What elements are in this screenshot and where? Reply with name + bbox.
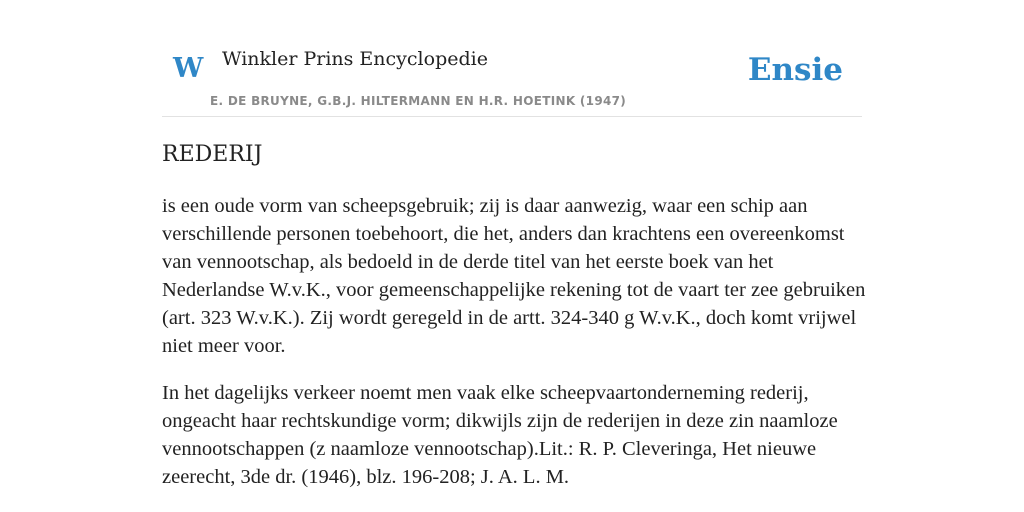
- winkler-prins-logo[interactable]: W: [173, 53, 204, 84]
- ensie-logo[interactable]: Ensie: [747, 52, 843, 88]
- entry-paragraph: In het dagelijks verkeer noemt men vaak elke scheepvaartonderneming rederij, ongeacht haar rechtskundige vorm; dikwijls zijn de rederijen in deze zin naamloze vennootschappen (z naamloze vennootschap).Lit.: R. P. Cleveringa, Het nieuwe zeerecht, 3de dr. (1946), blz. 196-208; J. A. L. M.: [162, 382, 838, 488]
- book-authors: E. DE BRUYNE, G.B.J. HILTERMANN EN H.R. HOETINK (1947): [210, 94, 627, 108]
- site-header: [162, 0, 862, 117]
- book-title-link[interactable]: Winkler Prins Encyclopedie: [222, 48, 488, 70]
- entry-paragraph: is een oude vorm van scheepsgebruik; zij is daar aanwezig, waar een schip aan verschillende personen toebehoort, die het, anders dan krachtens een overeenkomst van vennootschap, als bedoeld in de derde titel van het eerste boek van het Nederlandse W.v.K., voor gemeenschappelijke rekening tot de vaart ter zee gebruiken (art. 323 W.v.K.). Zij wordt geregeld in de artt. 324-340 g W.v.K., doch komt vrijwel niet meer voor.: [162, 195, 866, 357]
- entry-title: REDERIJ: [162, 142, 263, 167]
- entry-body: [162, 192, 867, 510]
